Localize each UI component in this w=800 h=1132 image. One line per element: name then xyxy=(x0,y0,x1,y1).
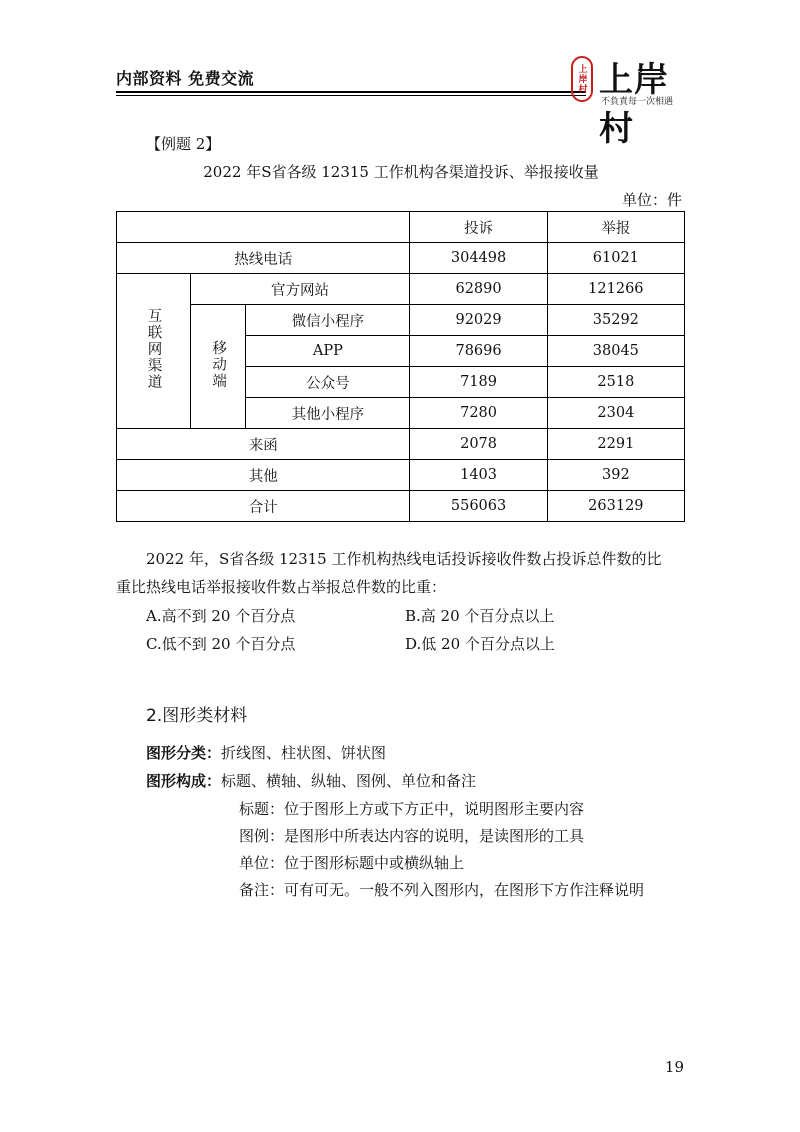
table-row xyxy=(117,429,685,460)
cell-value: 2518 xyxy=(547,367,684,398)
group-label-mobile: 移动端 xyxy=(210,339,227,390)
header-title: 内部资料 免费交流 xyxy=(116,69,255,88)
header-rule xyxy=(116,91,586,93)
group-label-internet: 互联网渠道 xyxy=(145,307,162,391)
cell-value: 392 xyxy=(547,460,684,491)
cell-value: 61021 xyxy=(547,243,684,274)
column-header: 举报 xyxy=(547,212,684,243)
table-row xyxy=(117,274,685,305)
detail-line: 备注：可有可无。一般不列入图形内，在图形下方作注释说明 xyxy=(239,881,645,899)
logo-slogan: 不負責每一次相遇 xyxy=(601,97,674,107)
cell-value: 556063 xyxy=(410,491,547,522)
table-row xyxy=(117,243,685,274)
cell-value: 263129 xyxy=(547,491,684,522)
question-line: 2022 年，S省各级 12315 工作机构热线电话投诉接收件数占投诉总件数的比 xyxy=(146,550,662,568)
cell-value: 2291 xyxy=(547,429,684,460)
column-header: 投诉 xyxy=(410,212,547,243)
row-label: 微信小程序 xyxy=(246,305,410,336)
row-label: 热线电话 xyxy=(117,243,410,274)
table-title: 2022 年S省各级 12315 工作机构各渠道投诉、举报接收量 xyxy=(203,163,599,181)
option-c: C.低不到 20 个百分点 xyxy=(146,635,296,653)
compose-line xyxy=(146,770,476,791)
classify-value: 折线图、柱状图、饼状图 xyxy=(221,744,387,762)
logo-seal xyxy=(571,56,593,102)
logo-brand: 上岸村 xyxy=(599,60,669,149)
header-rule-thin xyxy=(116,95,586,96)
row-label: 官方网站 xyxy=(190,274,410,305)
cell-value: 62890 xyxy=(410,274,547,305)
example-label: 【例题 2】 xyxy=(146,135,221,153)
compose-value: 标题、横轴、纵轴、图例、单位和备注 xyxy=(221,772,477,790)
row-label: 其他 xyxy=(117,460,410,491)
row-label: 来函 xyxy=(117,429,410,460)
group-label-cell xyxy=(117,274,191,429)
table-row xyxy=(117,305,685,336)
option-b: B.高 20 个百分点以上 xyxy=(405,607,555,625)
table-unit: 单位：件 xyxy=(621,191,682,209)
table-row xyxy=(117,460,685,491)
subgroup-label-cell xyxy=(190,305,246,429)
row-label: APP xyxy=(246,336,410,367)
cell-value: 92029 xyxy=(410,305,547,336)
classify-label: 图形分类： xyxy=(146,744,222,762)
logo-seal-text: 上岸村 xyxy=(576,64,587,94)
row-label: 其他小程序 xyxy=(246,398,410,429)
detail-line: 图例：是图形中所表达内容的说明，是读图形的工具 xyxy=(239,827,585,845)
compose-label: 图形构成： xyxy=(146,772,222,790)
table-corner-cell xyxy=(117,212,410,243)
cell-value: 7189 xyxy=(410,367,547,398)
cell-value: 35292 xyxy=(547,305,684,336)
section-title: 2.图形类材料 xyxy=(146,706,248,726)
brand-logo xyxy=(571,56,691,149)
cell-value: 121266 xyxy=(547,274,684,305)
row-label: 合计 xyxy=(117,491,410,522)
table-header-row xyxy=(117,212,685,243)
classify-line xyxy=(146,742,386,763)
cell-value: 1403 xyxy=(410,460,547,491)
cell-value: 38045 xyxy=(547,336,684,367)
cell-value: 2078 xyxy=(410,429,547,460)
data-table xyxy=(116,211,685,522)
detail-line: 单位：位于图形标题中或横纵轴上 xyxy=(239,854,465,872)
option-a: A.高不到 20 个百分点 xyxy=(146,607,296,625)
cell-value: 78696 xyxy=(410,336,547,367)
cell-value: 304498 xyxy=(410,243,547,274)
option-d: D.低 20 个百分点以上 xyxy=(405,635,555,653)
question-text xyxy=(116,545,686,601)
row-label: 公众号 xyxy=(246,367,410,398)
detail-line: 标题：位于图形上方或下方正中，说明图形主要内容 xyxy=(239,800,585,818)
question-line: 重比热线电话举报接收件数占举报总件数的比重： xyxy=(116,578,447,596)
cell-value: 2304 xyxy=(547,398,684,429)
page-number: 19 xyxy=(664,1058,684,1076)
cell-value: 7280 xyxy=(410,398,547,429)
table-total-row xyxy=(117,491,685,522)
